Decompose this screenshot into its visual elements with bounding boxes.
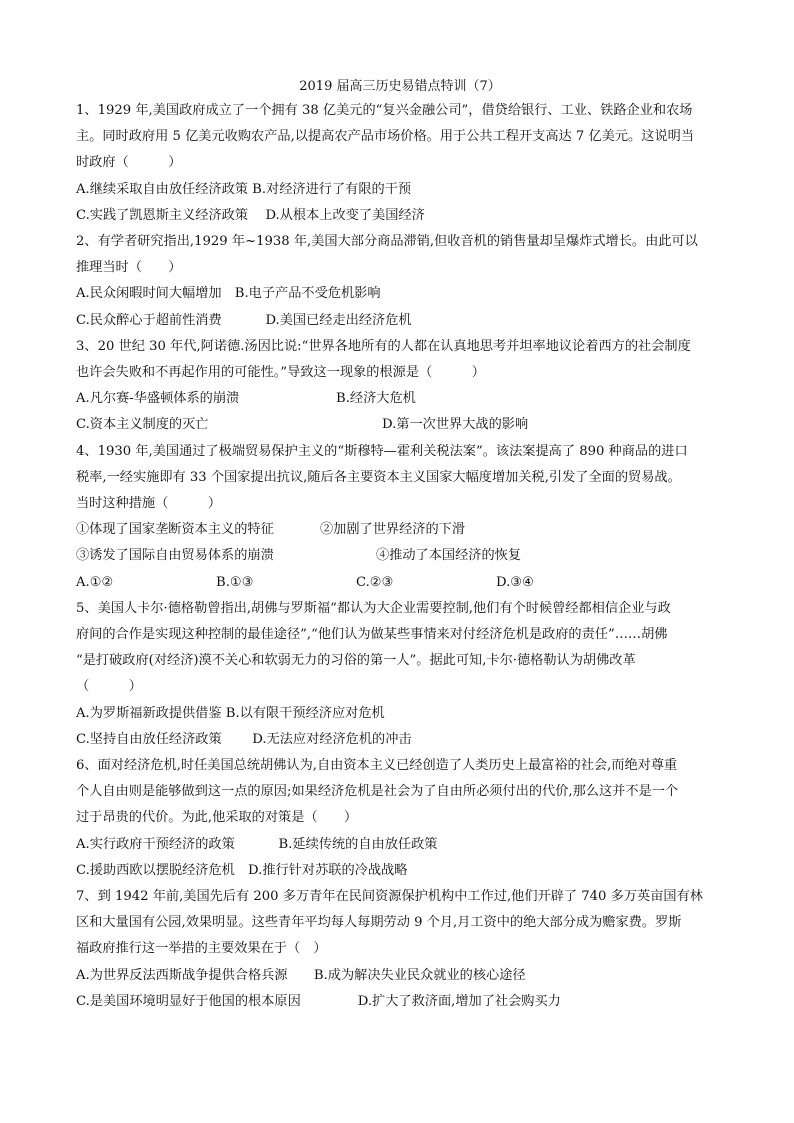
question-5-line-3: “是打破政府(对经济)漠不关心和软弱无力的习俗的第一人”。据此可知,卡尔·德格勒认为胡佛改革 (76, 653, 636, 669)
question-6-line-2: 个人自由则是能够做到这一点的原因;如果经济危机是社会为了自由所必须付出的代价,那么这并不是一个 (76, 784, 679, 800)
question-3-option-a: A.凡尔赛-华盛顿体系的崩溃 (76, 391, 240, 407)
question-4-statements-12 (76, 517, 724, 543)
question-4-line-2: 税率,一经实施即有 33 个国家提出抗议,随后各主要资本主义国家大幅度增加关税,引发了全面的贸易战。 (76, 469, 681, 485)
question-5-line-1: 5、美国人卡尔·德格勒曾指出,胡佛与罗斯福“都认为大企业需要控制,他们有个时候曾经都相信企业与政 (76, 600, 671, 616)
question-7-line-1: 7、到 1942 年前,美国先后有 200 多万青年在民间资源保护机构中工作过,他们开辟了 740 多万英亩国有林 (76, 889, 703, 905)
question-6-line-3: 过于昂贵的代价。为此,他采取的对策是（ ） (76, 810, 358, 826)
question-2-line-1: 2、有学者研究指出,1929 年~1938 年,美国大部分商品滞销,但收音机的销售量却呈爆炸式增长。由此可以 (76, 234, 698, 250)
question-7-line-3: 福政府推行这一举措的主要效果在于（ ） (76, 941, 327, 957)
question-4-statement-4: ④推动了本国经济的恢复 (376, 548, 522, 564)
question-3-line-1: 3、20 世纪 30 年代,阿诺德.汤因比说:“世界各地所有的人都在认真地思考并坦率地议论着西方的社会制度 (76, 338, 691, 354)
question-2-options-cd: C.民众醉心于超前性消费 D.美国已经走出经济危机 (76, 312, 412, 328)
question-4-statements-34 (76, 543, 724, 569)
question-5-line-4: （ ） (76, 679, 142, 695)
question-6 (76, 753, 724, 884)
question-5-line-2: 府间的合作是实现这种控制的最佳途径”,“他们认为做某些事情来对付经济危机是政府的责任”……胡佛 (76, 626, 668, 642)
question-5-options-cd: C.坚持自由放任经济政策 D.无法应对经济危机的冲击 (76, 731, 412, 747)
question-3-options-ab (76, 386, 724, 412)
question-7 (76, 884, 724, 1015)
question-7-line-2: 区和大量国有公园,效果明显。这些青年平均每人每期劳动 9 个月,月工资中的绝大部分成为赡家费。罗斯 (76, 915, 682, 931)
question-4-option-d: D.③④ (496, 574, 534, 590)
question-1-line-2: 主。同时政府用 5 亿美元收购农产品,以提高农产品市场价格。用于公共工程开支高达 7 亿美元。这说明当 (76, 129, 694, 145)
question-4-option-c: C.②③ (356, 574, 394, 590)
question-4-statement-2: ②加剧了世界经济的下滑 (320, 522, 466, 538)
question-3-option-c: C.资本主义制度的灭亡 (76, 417, 209, 433)
question-4-option-a: A.①② (76, 574, 114, 590)
question-7-options-ab: A.为世界反法西斯战争提供合格兵源 B.成为解决失业民众就业的核心途径 (76, 967, 526, 983)
question-5 (76, 596, 724, 753)
question-6-line-1: 6、面对经济危机,时任美国总统胡佛认为,自由资本主义已经创造了人类历史上最富裕的社会,而绝对尊重 (76, 758, 678, 773)
question-6-options-ab: A.实行政府干预经济的政策 B.延续传统的自由放任政策 (76, 836, 438, 852)
question-2-line-2: 推理当时（ ） (76, 260, 182, 276)
question-2 (76, 229, 724, 334)
question-4-statement-3: ③诱发了国际自由贸易体系的崩溃 (76, 548, 274, 564)
question-1-line-3: 时政府（ ） (76, 155, 182, 171)
question-4-options (76, 570, 724, 596)
question-1-options-cd: C.实践了凯恩斯主义经济政策 D.从根本上改变了美国经济 (76, 207, 425, 223)
document-title: 2019 届高三历史易错点特训（7） (299, 79, 501, 94)
question-7-options-cd: C.是美国环境明显好于他国的根本原因 D.扩大了救济面,增加了社会购买力 (76, 993, 561, 1009)
document-page (76, 78, 724, 1015)
question-6-options-cd: C.援助西欧以摆脱经济危机 D.推行针对苏联的冷战战略 (76, 862, 408, 878)
question-4-line-1: 4、1930 年,美国通过了极端贸易保护主义的“斯穆特—霍利关税法案”。该法案提高了 890 种商品的进口 (76, 443, 688, 459)
question-4-option-b: B.①③ (216, 574, 254, 590)
question-1-options-ab: A.继续采取自由放任经济政策 B.对经济进行了有限的干预 (76, 181, 412, 197)
question-3-line-2: 也许会失败和不再起作用的可能性。”导致这一现象的根源是（ ） (76, 365, 485, 381)
question-4-statement-1: ①体现了国家垄断资本主义的特征 (76, 522, 274, 538)
question-5-options-ab: A.为罗斯福新政提供借鉴 B.以有限干预经济应对危机 (76, 705, 385, 721)
question-3-option-d: D.第一次世界大战的影响 (382, 417, 529, 433)
question-2-options-ab: A.民众闲暇时间大幅增加 B.电子产品不受危机影响 (76, 286, 381, 302)
question-1-line-1: 1、1929 年,美国政府成立了一个拥有 38 亿美元的“复兴金融公司”，借贷给银行、工业、铁路企业和农场 (76, 103, 693, 118)
question-4 (76, 439, 724, 596)
question-4-line-3: 当时这种措施（ ） (76, 496, 222, 512)
question-3-option-b: B.经济大危机 (336, 391, 416, 407)
question-3 (76, 334, 724, 439)
question-3-options-cd (76, 412, 724, 438)
question-1 (76, 98, 724, 229)
